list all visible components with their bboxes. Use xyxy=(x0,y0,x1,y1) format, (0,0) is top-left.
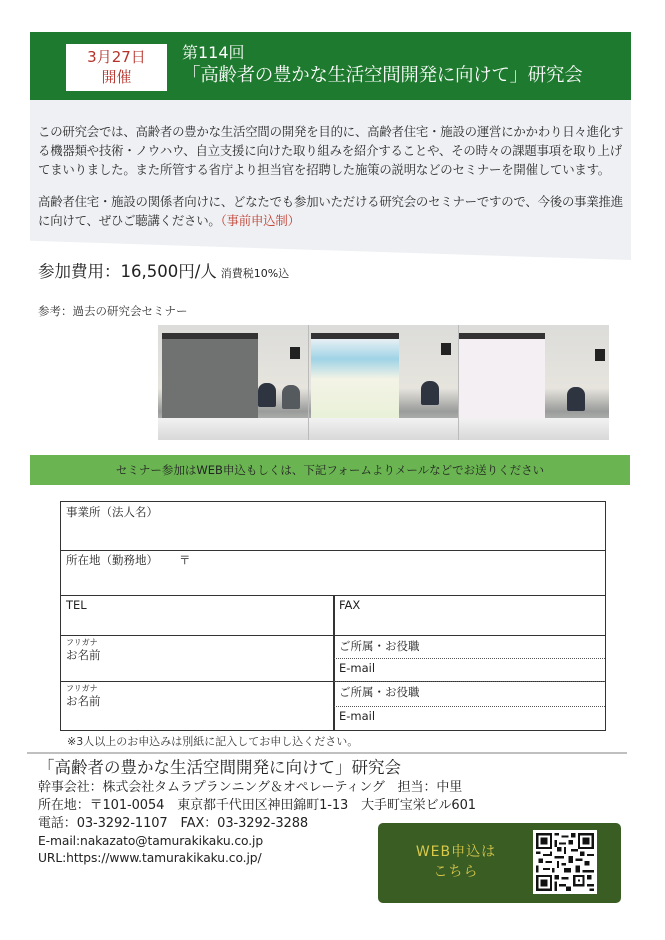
fee-tax-note: 消費税10%込 xyxy=(220,267,290,280)
presenter-figure xyxy=(258,383,276,407)
speaker-icon xyxy=(441,343,451,355)
reference-label: 参考：過去の研究会セミナー xyxy=(38,304,188,318)
desk xyxy=(459,418,609,440)
projector-screen xyxy=(162,333,258,419)
email-field-label[interactable]: E-mail xyxy=(339,709,376,723)
past-seminar-photos xyxy=(158,325,609,440)
furigana-label: フリガナ xyxy=(66,638,98,647)
form-row-attendee-1 xyxy=(61,636,605,682)
registration-note: （事前申込制） xyxy=(220,213,300,228)
organization-name: 「高齢者の豊かな生活空間開発に向けて」研究会 xyxy=(38,758,401,777)
header-band xyxy=(30,32,631,100)
form-row-address[interactable] xyxy=(61,551,605,596)
event-title: 「高齢者の豊かな生活空間開発に向けて」研究会 xyxy=(182,65,583,86)
seminar-photo xyxy=(309,325,460,440)
application-form xyxy=(60,501,606,731)
fee-line xyxy=(38,258,289,282)
qr-code-icon[interactable] xyxy=(533,830,597,894)
intro-paragraph-2-text: 高齢者住宅・施設の関係者向けに、どなたでも参加いただける研究会のセミナーですので、今後の事業推進に向けて、ぜひご聴講ください。 xyxy=(38,194,623,228)
presenter-figure xyxy=(282,385,300,409)
position-field-label[interactable]: ご所属・お役職 xyxy=(339,639,420,653)
form-note: ※3人以上のお申込みは別紙に記入してお申し込ください。 xyxy=(67,735,359,748)
web-apply-box[interactable] xyxy=(378,823,621,903)
furigana-label: フリガナ xyxy=(66,684,98,693)
desk xyxy=(309,418,459,440)
session-number: 第114回 xyxy=(182,43,245,62)
projector-screen xyxy=(311,333,399,419)
page-title xyxy=(182,43,582,89)
website-link[interactable]: URL:https://www.tamurakikaku.co.jp/ xyxy=(38,851,262,865)
dotted-divider xyxy=(334,706,605,707)
tel-field-label: TEL xyxy=(66,598,87,612)
presenter-figure xyxy=(421,381,439,405)
name-field-label[interactable]: お名前 xyxy=(66,648,101,662)
fax-field-label: FAX xyxy=(339,598,361,612)
projector-screen xyxy=(459,333,545,419)
email-link[interactable]: E-mail:nakazato@tamurakikaku.co.jp xyxy=(38,834,264,848)
postal-mark: 〒 xyxy=(179,553,191,567)
email-field-label[interactable]: E-mail xyxy=(339,661,376,675)
address-line: 所在地：〒101-0054 東京都千代田区神田錦町1-13 大手町宝栄ビル601 xyxy=(38,798,476,813)
position-field-label[interactable]: ご所属・お役職 xyxy=(339,685,420,699)
desk xyxy=(158,418,308,440)
address-field-label: 所在地（勤務地） xyxy=(66,553,158,567)
event-date: 3月27日 xyxy=(87,48,146,66)
web-apply-label xyxy=(396,842,516,882)
web-apply-line2: こちら xyxy=(433,864,479,880)
section-divider xyxy=(27,752,627,754)
web-apply-line1: WEB申込は xyxy=(415,844,497,860)
company-field-label: 事業所（法人名） xyxy=(66,505,158,519)
speaker-icon xyxy=(290,347,300,359)
name-field-label[interactable]: お名前 xyxy=(66,694,101,708)
form-row-company[interactable] xyxy=(61,502,605,551)
intro-section xyxy=(38,122,628,243)
intro-paragraph-2 xyxy=(38,192,628,230)
intro-paragraph-1: この研究会では、高齢者の豊かな生活空間の開発を目的に、高齢者住宅・施設の運営にかかわり日々進化する機器類や技術・ノウハウ、自立支援に向けた取り組みを紹介することや、その時々の課題事項を取り上げてまいりました。また所管する省庁より担当官を招聘した施策の説明などのセミナーを開催しています。 xyxy=(38,124,624,177)
dotted-divider xyxy=(334,658,605,659)
seminar-photo xyxy=(459,325,609,440)
cta-banner: セミナー参加はWEB申込もしくは、下記フォームよりメールなどでお送りください xyxy=(30,455,630,485)
fee-amount: 参加費用：16,500円/人 xyxy=(38,262,217,281)
organizer-line: 幹事会社：株式会社タムラプランニング＆オペレーティング 担当：中里 xyxy=(38,780,463,795)
speaker-icon xyxy=(595,349,605,361)
phone-line: 電話：03-3292-1107 FAX：03-3292-3288 xyxy=(38,816,309,831)
presenter-figure xyxy=(567,387,585,411)
event-held-label: 開催 xyxy=(101,68,132,86)
seminar-photo xyxy=(158,325,309,440)
event-date-badge xyxy=(66,44,167,91)
